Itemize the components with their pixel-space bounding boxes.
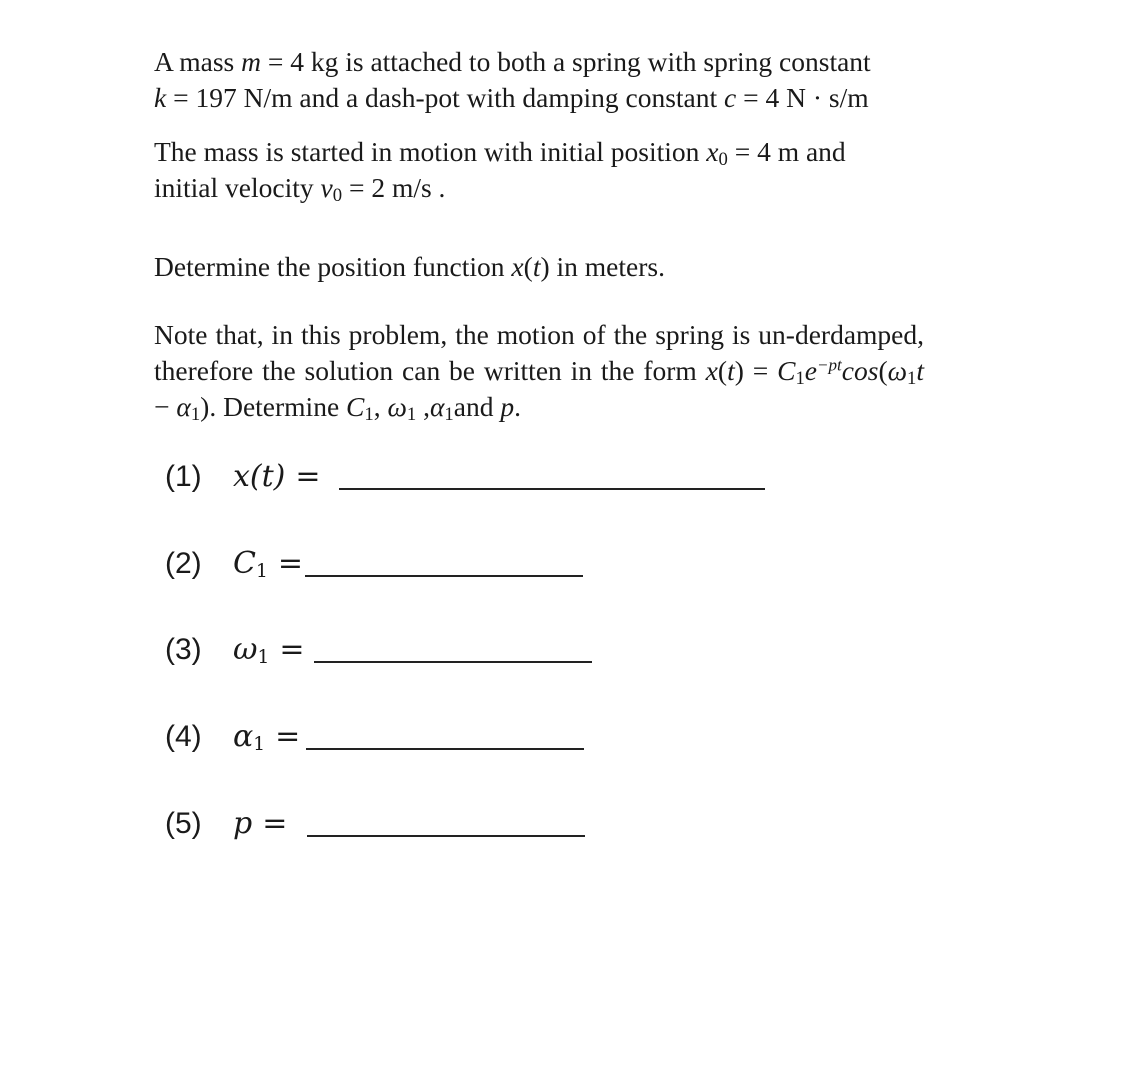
answer-symbol-alpha1 xyxy=(233,719,265,754)
text: = 2 m/s . xyxy=(342,172,446,203)
answer-number: (3) xyxy=(165,633,202,666)
paren: ) = xyxy=(734,355,778,386)
text: A mass xyxy=(154,46,242,77)
text: , xyxy=(416,391,430,422)
exponent: −pt xyxy=(817,355,842,375)
equals-sign: = xyxy=(279,632,305,667)
text: = 197 N/m and a dash-pot with damping constant xyxy=(166,82,725,113)
answer-symbol-c1 xyxy=(233,546,268,581)
var-alpha: α xyxy=(176,391,191,422)
problem-statement-initial-conditions xyxy=(154,134,924,206)
subscript: 1 xyxy=(444,404,454,426)
answer-row-5 xyxy=(165,797,585,841)
equals-sign: = xyxy=(295,459,321,494)
var-x: x xyxy=(705,355,718,386)
text: = 4 kg is attached to both a spring with spring constant xyxy=(260,46,871,77)
equals-sign: = xyxy=(262,806,288,841)
text: = 4 N · s/m xyxy=(736,82,869,113)
answer-symbol-p xyxy=(233,806,252,841)
text: , xyxy=(373,391,388,422)
answer-row-2 xyxy=(165,537,583,581)
paren: ( xyxy=(717,355,728,386)
answer-blank-omega1[interactable] xyxy=(314,627,592,663)
text: and xyxy=(453,391,501,422)
var-t: t xyxy=(532,251,541,282)
problem-statement-note xyxy=(154,317,924,425)
var-p: p xyxy=(500,391,515,422)
paren: ) xyxy=(200,391,210,422)
var-x: x xyxy=(511,251,524,282)
var-C1: C xyxy=(777,355,796,386)
answer-blank-alpha1[interactable] xyxy=(306,714,584,750)
subscript: 0 xyxy=(718,149,728,171)
text: Note that, in this problem, the motion of the spring is un-derdamped, therefore the solution can be written in the form xyxy=(154,319,924,386)
subscript: 1 xyxy=(364,404,374,426)
var-e: e xyxy=(804,355,818,386)
var-t: t xyxy=(916,355,925,386)
answer-number: (4) xyxy=(165,720,202,753)
func-cos: cos xyxy=(841,355,879,386)
answer-blank-x[interactable] xyxy=(339,454,765,490)
answer-row-1 xyxy=(165,450,765,494)
subscript: 1 xyxy=(257,647,270,669)
problem-statement-mass-spring xyxy=(154,44,924,116)
text: . Determine xyxy=(209,391,347,422)
symbol-args: (t) xyxy=(249,459,286,494)
var-m: m xyxy=(241,46,261,77)
var-omega: ω xyxy=(887,355,908,386)
equals-sign: = xyxy=(277,546,303,581)
operator: − xyxy=(154,391,177,422)
answer-symbol-omega1 xyxy=(233,632,269,667)
subscript: 1 xyxy=(795,368,805,390)
symbol: x xyxy=(233,459,250,494)
answer-number: (5) xyxy=(165,807,202,840)
var-x0: x xyxy=(706,136,719,167)
symbol: C xyxy=(233,546,256,581)
answer-number: (2) xyxy=(165,547,202,580)
paren: ) xyxy=(540,251,550,282)
subscript: 0 xyxy=(332,185,343,207)
answer-row-3 xyxy=(165,623,592,667)
var-alpha: α xyxy=(429,391,445,422)
subscript: 1 xyxy=(255,561,268,583)
text: = 4 m and xyxy=(727,136,846,167)
symbol: ω xyxy=(233,632,258,667)
equals-sign: = xyxy=(275,719,301,754)
subscript: 1 xyxy=(907,368,917,390)
subscript: 1 xyxy=(253,734,266,756)
answer-row-4 xyxy=(165,710,584,754)
answer-blank-p[interactable] xyxy=(307,801,585,837)
var-k: k xyxy=(154,82,167,113)
text: Determine the position function xyxy=(154,251,512,282)
var-v0: v xyxy=(320,172,333,203)
paren: ( xyxy=(878,355,888,386)
var-c: c xyxy=(724,82,737,113)
text: The mass is started in motion with initial position xyxy=(154,136,707,167)
paren: ( xyxy=(523,251,533,282)
text: . xyxy=(514,391,521,422)
symbol: α xyxy=(233,719,254,754)
text: in meters. xyxy=(549,251,665,282)
symbol: p xyxy=(233,806,253,841)
answer-number: (1) xyxy=(165,460,202,493)
answer-symbol-x xyxy=(233,459,285,494)
text: initial velocity xyxy=(154,172,321,203)
subscript: 1 xyxy=(406,404,417,426)
problem-statement-task xyxy=(154,249,924,285)
var-t: t xyxy=(727,355,735,386)
answer-blank-c1[interactable] xyxy=(305,541,583,577)
var-omega: ω xyxy=(387,391,407,422)
var-C1: C xyxy=(346,391,365,422)
subscript: 1 xyxy=(190,404,201,426)
